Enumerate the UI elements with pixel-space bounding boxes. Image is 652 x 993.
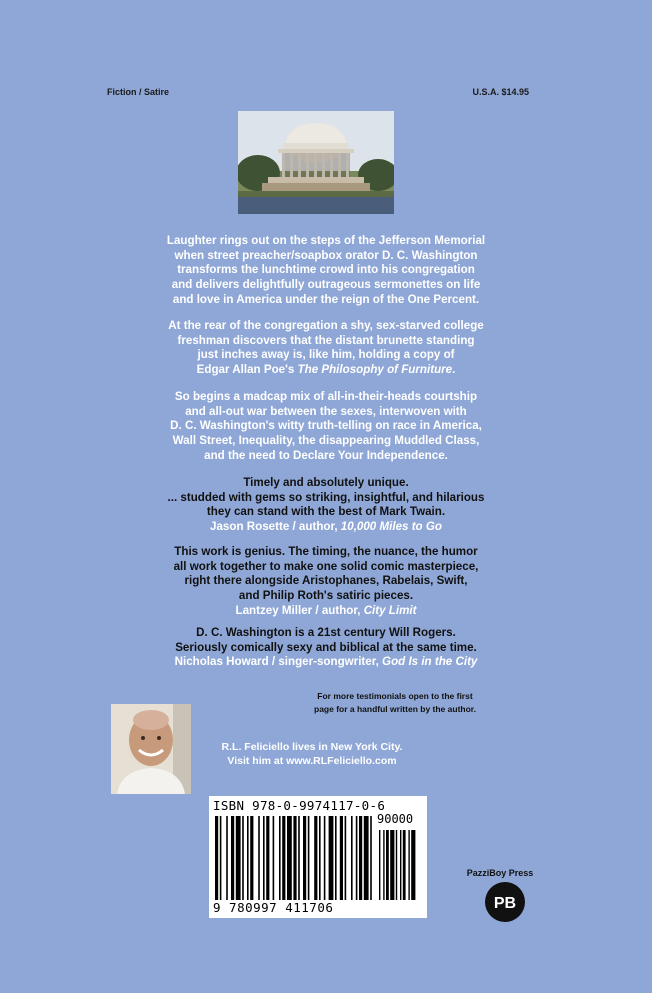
- svg-text:PB: PB: [493, 895, 517, 912]
- blurb-paragraph-3: So begins a madcap mix of all-in-their-heads courtship and all-out war between the sexes, interwoven with D. C. Washington's witty truth-telling on race in America, Wall Street, Inequality, the disappearing Muddled Class, and the need to Declare Your Independence.: [170, 390, 482, 462]
- author-photo: [111, 704, 191, 794]
- pb-logo-icon: [485, 882, 525, 922]
- testimonial-work: God Is in the City: [382, 655, 478, 669]
- testimonial-2: This work is genius. The timing, the nuance, the humor all work together to make one solid comic masterpiece, right there alongside Aristophanes, Rabelais, Swift, and Philip Roth's satiric pieces. Lantzey Miller / author, City Limit: [173, 545, 479, 617]
- barcode-bars: [215, 816, 425, 902]
- testimonial-3: D. C. Washington is a 21st century Will Rogers. Seriously comically sexy and biblical at the same time. Nicholas Howard / singer-songwriter, God Is in the City: [174, 626, 478, 669]
- barcode-addon-bar: [390, 830, 394, 900]
- barcode-bar: [329, 816, 334, 900]
- price-code: 90000: [377, 812, 414, 826]
- testimonial-attribution: Lantzey Miller / author,: [235, 603, 364, 617]
- barcode-bar: [273, 816, 275, 900]
- barcode-bar: [258, 816, 260, 900]
- more-testimonials-note: For more testimonials open to the first page for a handful written by the author.: [314, 691, 476, 714]
- barcode-bar: [303, 816, 306, 900]
- barcode-bar: [335, 816, 337, 900]
- barcode-bar: [364, 816, 369, 900]
- barcode-bar: [220, 816, 222, 900]
- barcode-bar: [236, 816, 241, 900]
- barcode-bar: [370, 816, 372, 900]
- barcode-addon-bar: [403, 830, 406, 900]
- barcode-bar: [247, 816, 249, 900]
- isbn-barcode: [209, 796, 427, 918]
- price-label: U.S.A. $14.95: [472, 87, 529, 97]
- barcode-addon-bar: [408, 830, 409, 900]
- barcode-bar: [279, 816, 281, 900]
- barcode-bar: [359, 816, 362, 900]
- barcode-addon-bar: [400, 830, 401, 900]
- barcode-bar: [356, 816, 358, 900]
- barcode-addon-bar: [396, 830, 397, 900]
- barcode-bar: [340, 816, 343, 900]
- barcode-bar: [250, 816, 253, 900]
- testimonial-1: Timely and absolutely unique. ... studded with gems so striking, insightful, and hilarious they can stand with the best of Mark Twain. Jason Rosette / author, 10,000 Miles to Go: [167, 476, 485, 534]
- barcode-bar: [263, 816, 265, 900]
- testimonial-attribution: Nicholas Howard / singer-songwriter,: [174, 655, 383, 669]
- barcode-addon-bar: [383, 830, 384, 900]
- barcode-bar: [226, 816, 228, 900]
- barcode-bar: [242, 816, 244, 900]
- memorial-photo: [238, 111, 394, 214]
- testimonial-work: 10,000 Miles to Go: [340, 520, 442, 534]
- barcode-bar: [266, 816, 269, 900]
- barcode-bar: [282, 816, 285, 900]
- barcode-bar: [351, 816, 353, 900]
- category-label: Fiction / Satire: [107, 87, 170, 97]
- barcode-bar: [287, 816, 292, 900]
- barcode-addon-bar: [386, 830, 389, 900]
- testimonial-work: City Limit: [363, 603, 417, 617]
- barcode-bar: [314, 816, 317, 900]
- barcode-addon-bar: [411, 830, 415, 900]
- ean-number: 9 780997 411706: [213, 900, 334, 915]
- barcode-bar: [324, 816, 326, 900]
- barcode-bar: [293, 816, 296, 900]
- barcode-bar: [231, 816, 234, 900]
- testimonial-attribution: Jason Rosette / author,: [210, 520, 341, 534]
- blurb-paragraph-2: At the rear of the congregation a shy, sex-starved college freshman discovers that the distant brunette standing just inches away is, like him, holding a copy of Edgar Allan Poe's The Philosophy of Furniture.: [168, 319, 484, 377]
- isbn-text: ISBN 978-0-9974117-0-6: [213, 798, 386, 813]
- barcode-bar: [215, 816, 218, 900]
- barcode-addon-bar: [379, 830, 380, 900]
- blurb-paragraph-1: Laughter rings out on the steps of the Jefferson Memorial when street preacher/soapbox orator D. C. Washington transforms the lunchtime crowd into his congregation and delivers delightfully outrageous sermonettes on life and love in America under the reign of the One Percent.: [166, 234, 486, 306]
- barcode-bar: [319, 816, 321, 900]
- barcode-bar: [345, 816, 347, 900]
- barcode-bar: [308, 816, 310, 900]
- publisher-name: PazziBoy Press: [466, 868, 534, 878]
- barcode-bar: [298, 816, 300, 900]
- author-bio: R.L. Feliciello lives in New York City. Visit him at www.RLFeliciello.com: [221, 741, 403, 767]
